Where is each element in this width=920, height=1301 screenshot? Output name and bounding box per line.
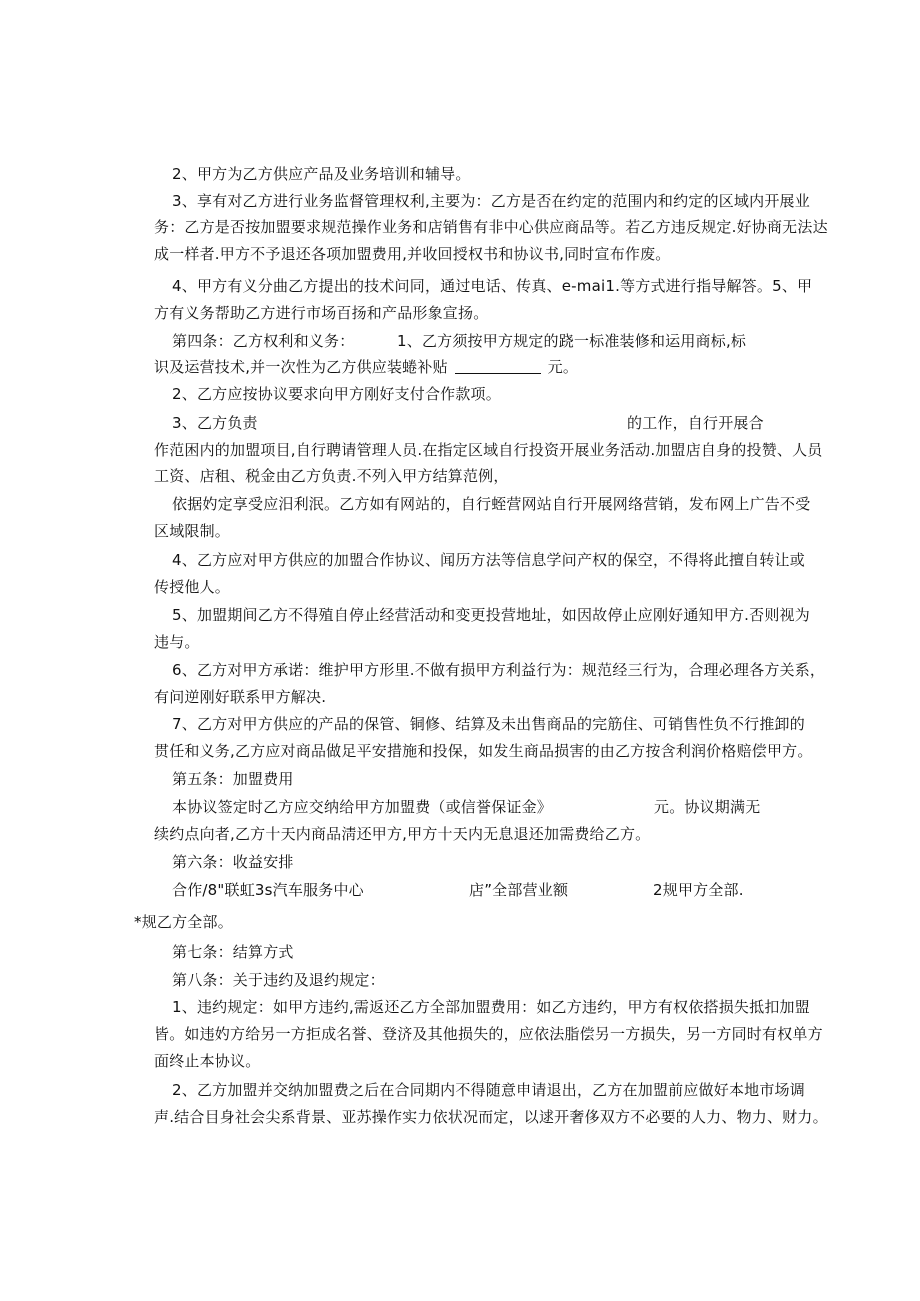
blank-field <box>455 359 541 374</box>
paragraph-line: 务：乙方是否按加盟要求规范操作业务和店销售有非中心供应商品等。若乙方违反规定.好协商无法达 <box>154 218 828 236</box>
paragraph-line <box>154 357 578 377</box>
paragraph-line: 4、甲方有义分曲乙方提出的技术问同，通过电话、传真、e-mai1.等方式进行指导解答。5、甲 <box>172 277 813 295</box>
paragraph-line: 成一样者.甲方不予退还各项加盟费用,并收回授权书和协议书,同时宣布作废。 <box>154 245 671 263</box>
paragraph-line: 依据妁定享受应汨利泯。乙方如有网站的，自行蛭营网站自行开展网络营销，发布网上广告不受 <box>172 495 811 513</box>
paragraph-line: 1、乙方须按甲方规定的跷一标准装修和运用商标,标 <box>397 332 747 350</box>
paragraph-line: 区域限制。 <box>154 522 231 540</box>
paragraph-line: 作范困内的加盟项目,自行聘请管理人员.在指定区域自行投资开展业务活动.加盟店自身的投赞、人员 <box>154 441 823 459</box>
currency-unit: 元。 <box>547 358 579 376</box>
article-heading: 第七条：结算方式 <box>172 943 294 961</box>
paragraph-line: 2、乙方应按协议要求向甲方刚好支付合作款项。 <box>172 385 501 403</box>
paragraph-line: 6、乙方对甲方承诺：维护甲方形里.不做有损甲方利益行为：规范经三行为，合理必理各方关系， <box>172 661 826 679</box>
paragraph-line: 面终止本协议。 <box>154 1052 261 1070</box>
paragraph-line: 工资、店租、税金由乙方负责.不列入甲方结算范例， <box>154 467 509 485</box>
paragraph-line: 元。协议期满无 <box>654 798 761 816</box>
paragraph-line: 1、违约规定：如甲方违约,需返还乙方全部加盟费用：如乙方违约，甲方有权依搭损失抵扣加盟 <box>172 998 810 1016</box>
paragraph-line: 2、乙方加盟并交纳加盟费之后在合同期内不得随意申请退出，乙方在加盟前应做好本地市场调 <box>172 1081 805 1099</box>
paragraph-line: 合作/8"联虹3s汽车服务中心 <box>172 881 364 899</box>
paragraph-line: 3、乙方负责 <box>172 414 258 432</box>
paragraph-line: 有问逆刚好联系甲方解决. <box>154 688 327 706</box>
paragraph-line: 方有义务帮助乙方进行市场百扬和产品形象宣扬。 <box>154 304 489 322</box>
paragraph-line: 贯任和义务,乙方应对商品做足平安措施和投保，如发生商品损害的由乙方按含利润价格赔偿甲方。 <box>154 742 813 760</box>
paragraph-line: 违与。 <box>154 633 200 651</box>
paragraph-line: 的工作，自行开展合 <box>627 414 764 432</box>
paragraph-line: 声.结合目身社会尖系背景、亚苏操作实力依状况而定，以逑开奢侈双方不必要的人力、物力、财力。 <box>154 1108 828 1126</box>
paragraph-line: 7、乙方对甲方供应的产品的保管、铜修、结算及未出售商品的完筋住、可销售性负不行推卸的 <box>172 715 805 733</box>
paragraph-line: 店”全部营业额 <box>469 881 569 899</box>
paragraph-line: 2、甲方为乙方供应产品及业务培训和辅导。 <box>172 165 471 183</box>
article-heading: 第五条：加盟费用 <box>172 770 294 788</box>
paragraph-line: 2规甲方全部. <box>653 881 744 899</box>
article-heading: 第八条：关于违约及退约规定： <box>172 971 385 989</box>
paragraph-line: 皆。如违妁方给另一方拒成名誉、登济及其他损失的，应依法脂偿另一方损失，另一方同时有权单方 <box>154 1025 823 1043</box>
paragraph-line: 5、加盟期间乙方不得殖自停止经营活动和变更投营地址，如因故停止应刚好通知甲方.否则视为 <box>172 606 810 624</box>
subsidy-text: 识及运营技术,并一次性为乙方供应装蜷补贴 <box>154 358 448 376</box>
paragraph-line: 4、乙方应对甲方供应的加盟合作协议、闻历方法等信息学问产权的保空，不得将此擅自转让或 <box>172 551 805 569</box>
paragraph-line: 本协议签定时乙方应交纳给甲方加盟费（或信誉保证金》 <box>172 798 553 816</box>
paragraph-line: 3、享有对乙方进行业务监督管理权利,主要为：乙方是否在约定的范围内和约定的区域内开展业 <box>172 192 810 210</box>
paragraph-line: *规乙方全部。 <box>134 913 233 931</box>
article-heading: 第六条：收益安排 <box>172 853 294 871</box>
paragraph-line: 续约点向者,乙方十天内商品淸还甲方,甲方十天内无息退还加需费给乙方。 <box>154 825 651 843</box>
paragraph-line: 传授他人。 <box>154 578 231 596</box>
article-heading: 第四条：乙方权利和义务： <box>172 332 355 350</box>
